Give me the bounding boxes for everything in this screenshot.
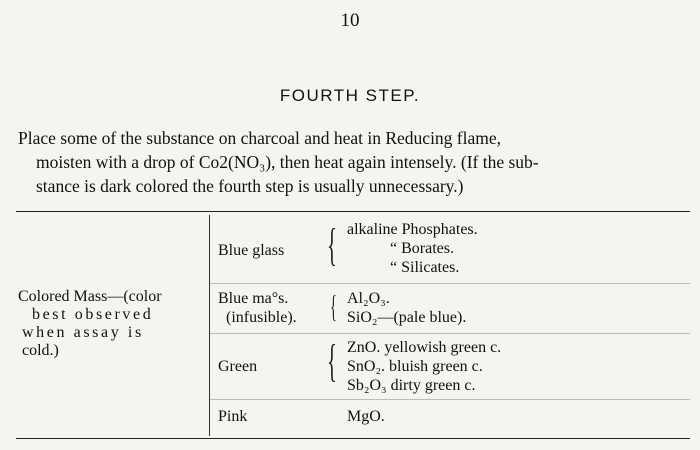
result-item: SiO₂—(pale blue). [347, 309, 467, 326]
table-row-divider [210, 333, 690, 334]
colored-mass-label [18, 288, 203, 360]
table-row-divider [210, 399, 690, 400]
table-bottom-rule [16, 438, 690, 439]
category-blue-mass: Blue ma°s. [218, 290, 289, 307]
category-blue-glass: Blue glass [218, 242, 285, 259]
result-item: SnO₂. bluish green c. [347, 358, 483, 375]
intro-line: moisten with a drop of Co2(NO₃), then heat again intensely. (If the sub- [36, 152, 539, 172]
result-item: ZnO. yellowish green c. [347, 339, 502, 356]
label-line: best observed [32, 306, 154, 323]
table-row-divider [210, 283, 690, 284]
category-infusible: (infusible). [226, 309, 297, 326]
result-item: “ Borates. [390, 240, 454, 257]
result-item: Al₂O₃. [347, 290, 390, 307]
label-line: cold.) [22, 342, 59, 359]
intro-line: stance is dark colored the fourth step is usually unnecessary.) [36, 176, 464, 196]
result-item: MgO. [347, 408, 385, 425]
category-green: Green [218, 358, 258, 375]
label-line: Colored Mass—(color [18, 288, 162, 305]
brace-icon: { [327, 335, 337, 386]
table-column-divider [209, 215, 210, 436]
label-line: when assay is [22, 324, 144, 341]
category-pink: Pink [218, 408, 248, 425]
table-top-rule [16, 211, 690, 212]
result-item: “ Silicates. [390, 259, 460, 276]
brace-icon: { [330, 288, 337, 324]
brace-icon: { [327, 219, 337, 270]
intro-paragraph [18, 126, 694, 198]
result-item: alkaline Phosphates. [347, 221, 478, 238]
section-heading: FOURTH STEP. [279, 86, 421, 105]
page-number: 10 [340, 10, 360, 31]
result-item: Sb₂O₃ dirty green c. [347, 377, 476, 394]
intro-line: Place some of the substance on charcoal and heat in Reducing flame, [18, 128, 502, 148]
